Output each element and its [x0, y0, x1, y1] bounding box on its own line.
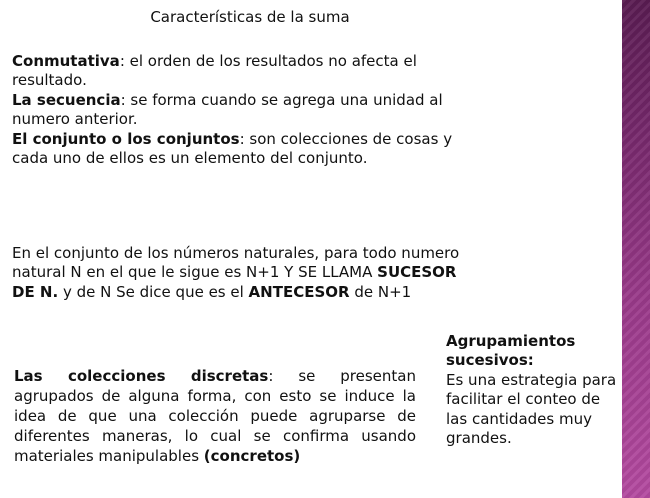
conmutativa-text: : el orden de los resultados no afecta el resultado. [12, 52, 417, 90]
discretas-text: : se presentan agrupados de alguna forma, con esto se induce la idea de que una colección puede agruparse de diferentes maneras, lo cual se confirma usando materiales manipulables [14, 367, 416, 465]
decorative-side-bar [622, 0, 650, 498]
definitions-block [12, 52, 482, 168]
naturales-text-2: y de N Se dice que es el [58, 282, 249, 301]
naturales-text-3: de N+1 [349, 282, 412, 301]
agrupamientos-text: Es una estrategia para facilitar el conteo de las cantidades muy grandes. [446, 370, 617, 448]
secuencia-paragraph [12, 91, 482, 130]
discretas-tail: (concretos) [203, 447, 301, 465]
sucesor-term: SUCESOR DE N. [12, 263, 457, 301]
secuencia-term: La secuencia [12, 90, 121, 109]
conjunto-paragraph [12, 130, 482, 169]
agrupamientos-term: Agrupamientos sucesivos: [446, 332, 576, 370]
conmutativa-paragraph [12, 52, 482, 91]
slide-title: Características de la suma [150, 8, 350, 26]
agrupamientos-box [446, 332, 621, 448]
naturales-text-1: En el conjunto de los números naturales, para todo numero natural N en el que le sigue es N+1 Y SE LLAMA [12, 244, 460, 282]
antecesor-term: ANTECESOR [248, 282, 350, 301]
conjunto-term: El conjunto o los conjuntos [12, 129, 240, 148]
naturales-paragraph [12, 244, 482, 302]
discretas-paragraph [14, 366, 416, 466]
conmutativa-term: Conmutativa [12, 52, 120, 70]
secuencia-text: : se forma cuando se agrega una unidad al numero anterior. [12, 90, 443, 129]
discretas-term: Las colecciones discretas [14, 367, 269, 385]
conjunto-text: : son colecciones de cosas y cada uno de ellos es un elemento del conjunto. [12, 129, 453, 168]
